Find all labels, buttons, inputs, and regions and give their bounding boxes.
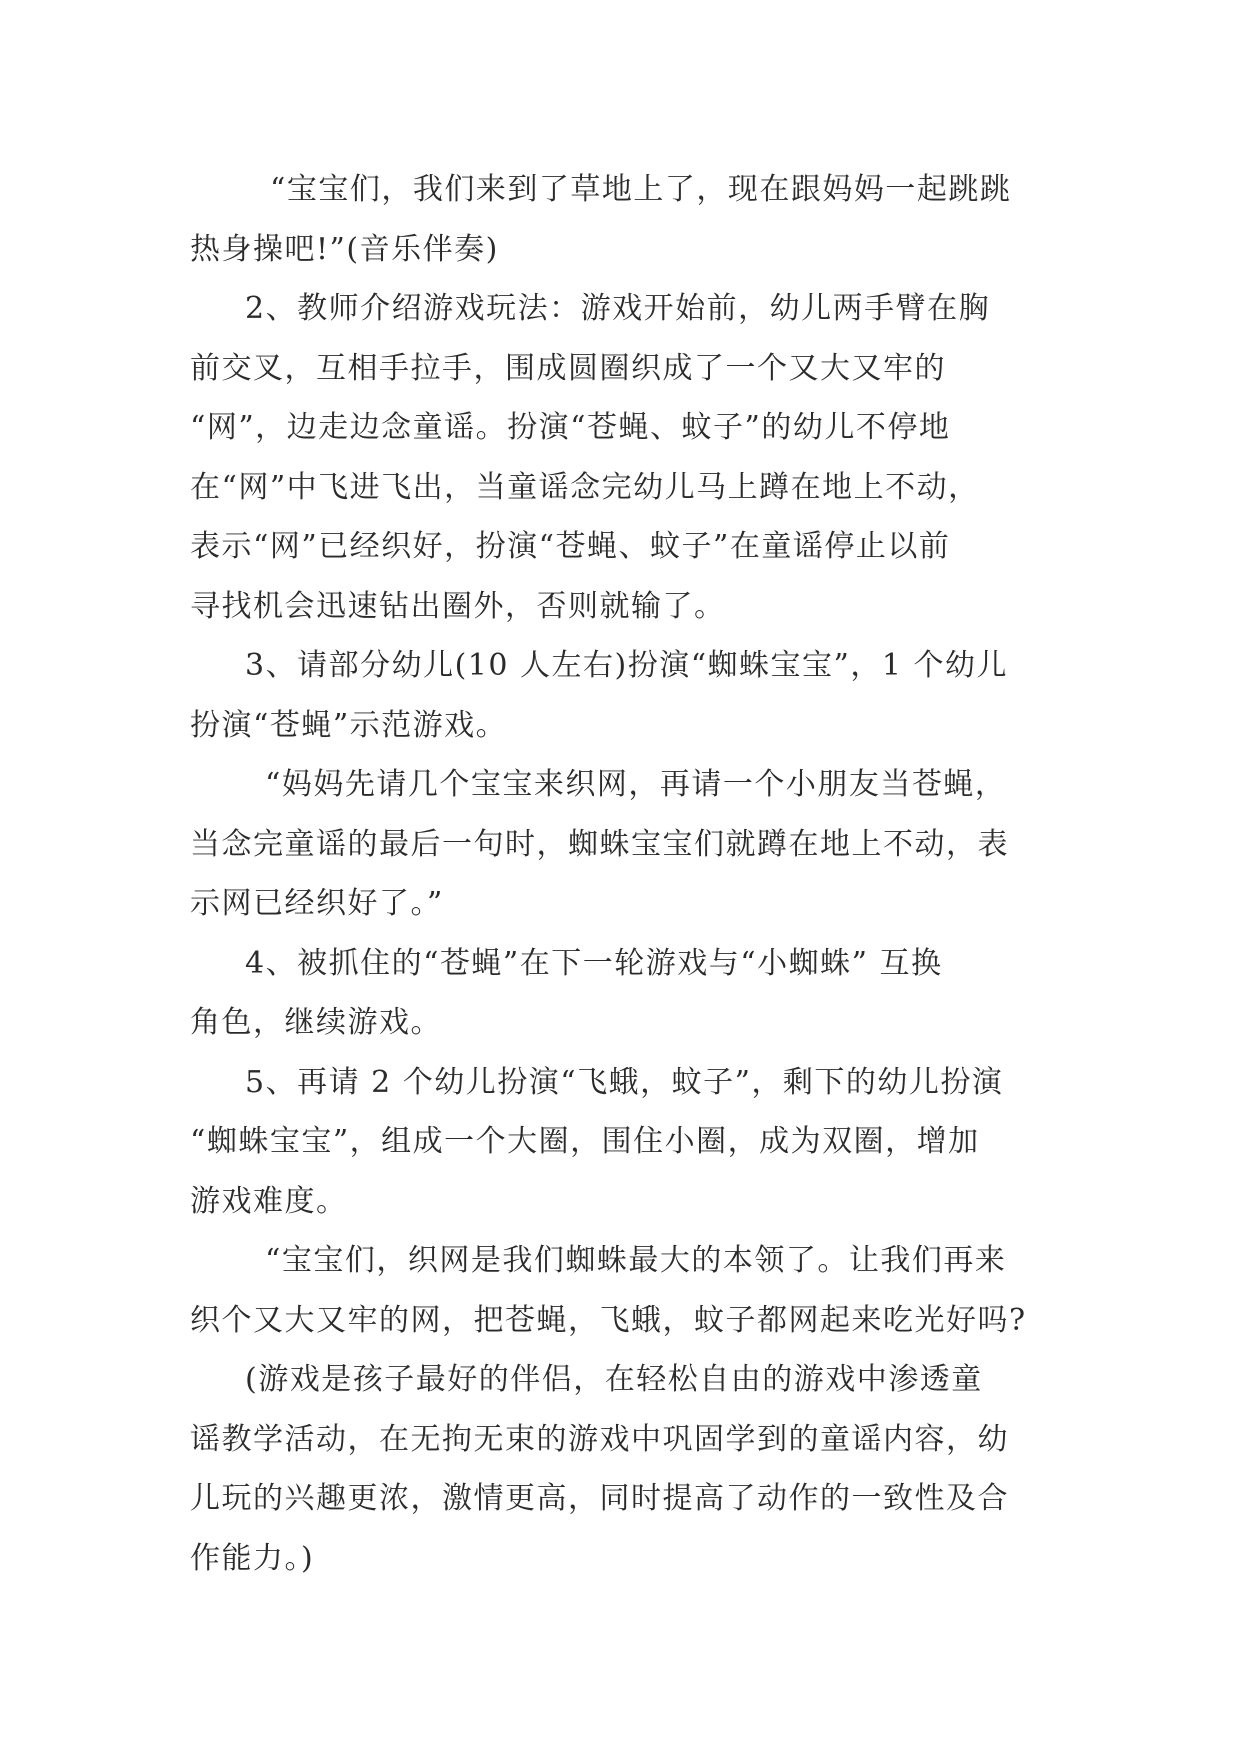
text-line: 前交叉，互相手拉手，围成圆圈织成了一个又大又牢的: [190, 350, 946, 386]
text-line: 3、请部分幼儿(10 人左右)扮演“蜘蛛宝宝”，1 个幼儿: [245, 648, 1009, 683]
text-line: 谣教学活动，在无拘无束的游戏中巩固学到的童谣内容，幼: [190, 1421, 1009, 1457]
text-line: “蜘蛛宝宝”，组成一个大圈，围住小圈，成为双圈，增加: [190, 1124, 980, 1159]
text-line: 在“网”中飞进飞出，当童谣念完幼儿马上蹲在地上不动，: [190, 469, 980, 505]
text-line: 儿玩的兴趣更浓，激情更高，同时提高了动作的一致性及合: [190, 1481, 1009, 1516]
text-line: 示网已经织好了。”: [190, 886, 444, 921]
text-line: 扮演“苍蝇”示范游戏。: [190, 707, 508, 743]
text-line: “妈妈先请几个宝宝来织网，再请一个小朋友当苍蝇，: [265, 767, 1007, 802]
body-text: [190, 160, 1050, 1588]
text-line: (游戏是孩子最好的伴侣，在轻松自由的游戏中渗透童: [245, 1362, 983, 1397]
text-line: 4、被抓住的“苍蝇”在下一轮游戏与“小蜘蛛” 互换: [245, 945, 943, 981]
text-line: 角色，继续游戏。: [190, 1005, 442, 1040]
text-line: 作能力。): [190, 1540, 315, 1576]
text-line: “宝宝们，我们来到了草地上了，现在跟妈妈一起跳跳: [270, 172, 1012, 207]
text-line: 5、再请 2 个幼儿扮演“飞蛾，蚊子”，剩下的幼儿扮演: [245, 1064, 1004, 1100]
text-line: “网”，边走边念童谣。扮演“苍蝇、蚊子”的幼儿不停地: [190, 410, 951, 445]
text-line: 热身操吧!”(音乐伴奏): [190, 231, 499, 267]
text-line: 2、教师介绍游戏玩法：游戏开始前，幼儿两手臂在胸: [245, 291, 991, 326]
text-line: “宝宝们，织网是我们蜘蛛最大的本领了。让我们再来: [265, 1243, 1007, 1278]
text-line: 游戏难度。: [190, 1183, 348, 1219]
text-line: 表示“网”已经织好，扮演“苍蝇、蚊子”在童谣停止以前: [190, 529, 951, 564]
text-line: 当念完童谣的最后一句时，蜘蛛宝宝们就蹲在地上不动，表: [190, 826, 1009, 862]
text-line: 织个又大又牢的网，把苍蝇，飞蛾，蚊子都网起来吃光好吗?: [190, 1302, 1027, 1338]
text-line: 寻找机会迅速钻出圈外，否则就输了。: [190, 588, 726, 624]
